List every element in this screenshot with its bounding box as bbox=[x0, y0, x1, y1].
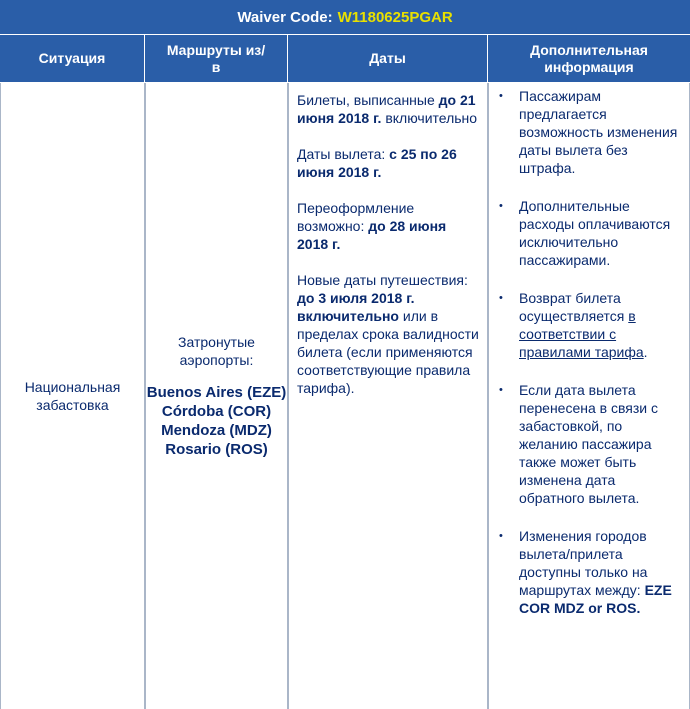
routes-intro: Затронутые аэропорты: bbox=[178, 334, 255, 368]
airport-item: Buenos Aires (EZE) bbox=[146, 384, 287, 401]
header-info: Дополнительная информация bbox=[488, 35, 690, 82]
waiver-title-bar bbox=[0, 0, 690, 35]
list-item: • Дополнительные расходы оплачиваются исключительно пассажирами. bbox=[499, 198, 671, 268]
dates-new-travel: Новые даты путешествия: до 3 июля 2018 г. включительно или в пределах срока валидности билета (если применяются соответствующие правила тарифа). bbox=[297, 272, 479, 396]
list-item: • Пассажирам предлагается возможность изменения даты вылета без штрафа. bbox=[499, 88, 678, 176]
dates-issued: Билеты, выписанные до 21 июня 2018 г. включительно bbox=[297, 92, 478, 126]
info-list bbox=[497, 87, 683, 617]
airport-item: Mendoza (MDZ) bbox=[161, 422, 272, 439]
header-dates: Даты bbox=[288, 35, 488, 82]
cell-dates bbox=[288, 83, 488, 709]
list-item: • Возврат билета осуществляется в соответствии с правилами тарифа. bbox=[499, 290, 648, 360]
dates-departure: Даты вылета: с 25 по 26 июня 2018 г. bbox=[297, 146, 457, 180]
header-routes: Маршруты из/в bbox=[145, 35, 288, 82]
list-item: • Если дата вылета перенесена в связи с забастовкой, по желанию пассажира также может быть изменена дата обратного вылета. bbox=[499, 382, 658, 506]
airport-item: Córdoba (COR) bbox=[161, 403, 272, 420]
header-situation: Ситуация bbox=[0, 35, 145, 82]
airport-item: Rosario (ROS) bbox=[165, 441, 268, 458]
dates-reissue: Переоформление возможно: до 28 июня 2018 г. bbox=[297, 200, 447, 252]
cell-routes bbox=[145, 83, 288, 709]
cell-info bbox=[488, 83, 690, 709]
waiver-code: W1180625PGAR bbox=[337, 8, 453, 26]
airport-list bbox=[147, 383, 286, 459]
cell-situation bbox=[0, 83, 145, 709]
list-item: • Изменения городов вылета/прилета доступны только на маршрутах между: EZE COR MDZ or ROS. bbox=[499, 528, 672, 616]
waiver-label: Waiver Code: bbox=[237, 8, 333, 26]
situation-text: Национальная забастовка bbox=[24, 379, 121, 413]
